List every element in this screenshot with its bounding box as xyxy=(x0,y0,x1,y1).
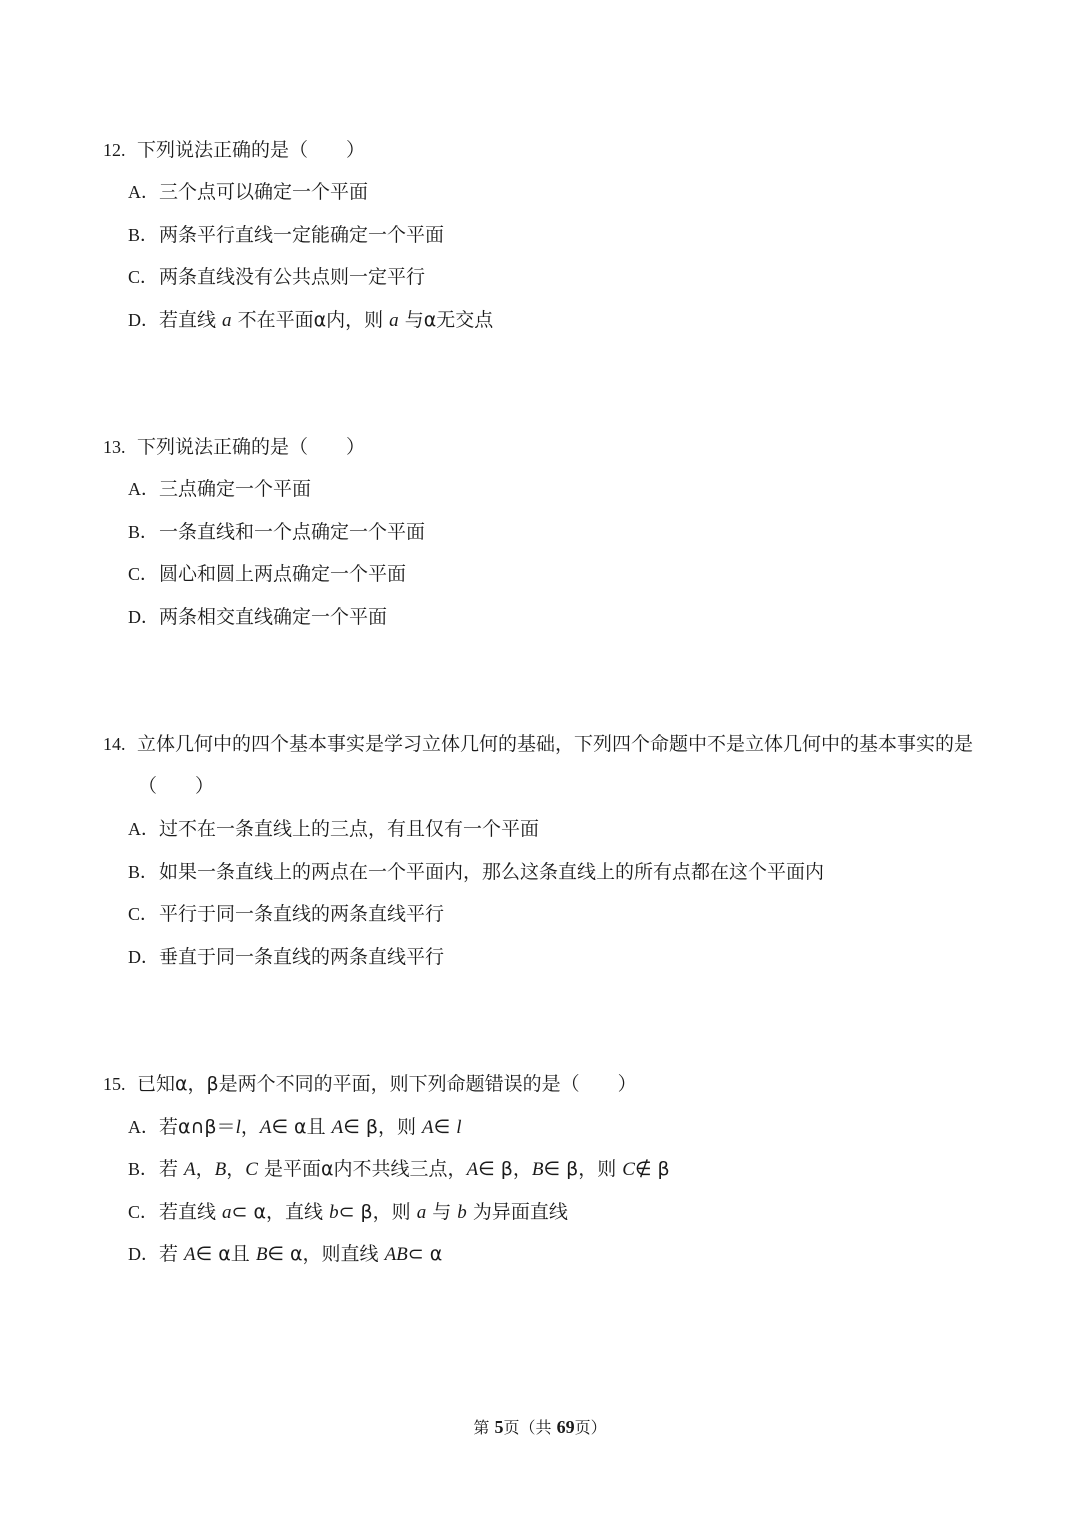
math-variable: A xyxy=(184,1159,196,1180)
q12-option-d xyxy=(128,309,493,332)
option-text-part: ， xyxy=(195,1158,215,1180)
q12-option-a xyxy=(128,181,368,203)
option-text-part: 若 xyxy=(159,1158,185,1180)
question-number: 15. xyxy=(103,1074,126,1094)
option-label: A． xyxy=(128,182,159,202)
option-label: A． xyxy=(128,479,159,499)
math-variable: b xyxy=(457,1202,467,1223)
math-variable: A xyxy=(331,1117,344,1138)
question-text: 下列说法正确的是（ ） xyxy=(137,436,366,458)
page-number: 5 xyxy=(494,1417,504,1437)
option-text-part: ⊂ α xyxy=(407,1243,443,1265)
q13-option-d xyxy=(128,606,387,628)
question-text: 已知α，β是两个不同的平面，则下列命题错误的是（ ） xyxy=(137,1073,637,1095)
q15-option-c xyxy=(128,1201,568,1224)
question-14-stem-continuation: （ ） xyxy=(138,775,215,797)
q13-option-b xyxy=(128,521,425,543)
total-pages: 69 xyxy=(556,1417,575,1437)
q12-option-b xyxy=(128,224,444,246)
option-text-part: ∈ β， xyxy=(478,1158,532,1180)
option-text: 两条直线没有公共点则一定平行 xyxy=(159,266,426,288)
option-text: 三个点可以确定一个平面 xyxy=(159,181,369,203)
question-12-stem xyxy=(103,139,365,161)
math-variable: B xyxy=(531,1159,544,1180)
q14-option-b xyxy=(128,861,824,883)
option-text-part: ∉ β xyxy=(634,1158,670,1180)
option-text-part: ∈ α且 xyxy=(195,1243,256,1265)
math-variable: b xyxy=(329,1202,339,1223)
option-text: 垂直于同一条直线的两条直线平行 xyxy=(159,946,445,968)
option-text: 两条相交直线确定一个平面 xyxy=(159,606,388,628)
option-label: D． xyxy=(128,607,159,627)
option-text-part: ⊂ α，直线 xyxy=(231,1201,330,1223)
option-text: 一条直线和一个点确定一个平面 xyxy=(159,521,426,543)
footer-middle: 页（共 xyxy=(503,1418,557,1437)
math-variable: a xyxy=(416,1202,427,1223)
question-text: 立体几何中的四个基本事实是学习立体几何的基础，下列四个命题中不是立体几何中的基本事实的是 xyxy=(137,733,974,755)
question-15-stem xyxy=(103,1073,637,1095)
math-variable: a xyxy=(222,1202,232,1223)
q15-option-b xyxy=(128,1158,670,1181)
math-variable: AB xyxy=(384,1244,408,1265)
option-text-part: ∈ β，则 xyxy=(343,1116,422,1138)
option-text-part: 与α无交点 xyxy=(398,309,494,331)
option-text: 过不在一条直线上的三点，有且仅有一个平面 xyxy=(159,818,540,840)
option-text: 如果一条直线上的两点在一个平面内，那么这条直线上的所有点都在这个平面内 xyxy=(159,861,825,883)
option-text-part: 若直线 xyxy=(159,309,223,331)
option-text: 圆心和圆上两点确定一个平面 xyxy=(159,563,407,585)
q14-option-a xyxy=(128,818,539,840)
option-text-part: 不在平面α内，则 xyxy=(231,309,390,331)
option-text-part: 为异面直线 xyxy=(466,1201,568,1223)
q15-option-a xyxy=(128,1116,461,1139)
option-label: B． xyxy=(128,225,159,245)
question-number: 12. xyxy=(103,140,126,160)
math-variable: C xyxy=(245,1159,258,1180)
q12-option-c xyxy=(128,266,425,288)
option-text-part: 若α∩β＝ xyxy=(159,1116,236,1138)
math-variable: C xyxy=(622,1159,635,1180)
footer-prefix: 第 xyxy=(473,1418,495,1437)
option-label: C． xyxy=(128,1202,159,1222)
option-label: A． xyxy=(128,819,159,839)
math-variable: B xyxy=(214,1159,227,1180)
question-13-stem xyxy=(103,436,365,458)
q14-option-d xyxy=(128,946,444,968)
option-label: D． xyxy=(128,947,159,967)
option-text-part: 是平面α内不共线三点， xyxy=(257,1158,467,1180)
option-text: 三点确定一个平面 xyxy=(159,478,312,500)
page-footer xyxy=(0,1417,1080,1438)
question-number: 13. xyxy=(103,437,126,457)
option-text: 平行于同一条直线的两条直线平行 xyxy=(159,903,445,925)
option-label: D． xyxy=(128,1244,159,1264)
math-variable: A xyxy=(259,1117,272,1138)
option-label: B． xyxy=(128,862,159,882)
option-text-part: ∈ xyxy=(433,1116,457,1138)
option-text-part: 与 xyxy=(426,1201,458,1223)
option-text-part: 若 xyxy=(159,1243,185,1265)
math-variable: a xyxy=(222,310,232,331)
math-variable: A xyxy=(422,1117,434,1138)
question-text: 下列说法正确的是（ ） xyxy=(137,139,366,161)
option-label: B． xyxy=(128,1159,159,1179)
math-variable: A xyxy=(184,1244,196,1265)
option-text-part: ， xyxy=(226,1158,246,1180)
option-label: C． xyxy=(128,904,159,924)
math-variable: l xyxy=(235,1117,241,1138)
option-text-part: ∈ α，则直线 xyxy=(267,1243,385,1265)
option-text: 两条平行直线一定能确定一个平面 xyxy=(159,224,445,246)
option-text-part: ∈ β，则 xyxy=(543,1158,623,1180)
option-text-part: ∈ α且 xyxy=(271,1116,332,1138)
q15-option-d xyxy=(128,1243,442,1266)
math-variable: B xyxy=(255,1244,268,1265)
question-number: 14. xyxy=(103,734,126,754)
option-label: C． xyxy=(128,564,159,584)
math-variable: a xyxy=(389,310,399,331)
q14-option-c xyxy=(128,903,444,925)
math-variable: A xyxy=(466,1159,479,1180)
option-text-part: ⊂ β，则 xyxy=(338,1201,417,1223)
option-label: D． xyxy=(128,310,159,330)
q13-option-a xyxy=(128,478,311,500)
option-label: B． xyxy=(128,522,159,542)
footer-suffix: 页） xyxy=(574,1418,607,1437)
q13-option-c xyxy=(128,563,406,585)
math-variable: l xyxy=(456,1117,462,1138)
option-text-part: ， xyxy=(240,1116,260,1138)
option-label: A． xyxy=(128,1117,159,1137)
option-text-part: 若直线 xyxy=(159,1201,223,1223)
option-label: C． xyxy=(128,267,159,287)
question-14-stem xyxy=(103,733,973,755)
